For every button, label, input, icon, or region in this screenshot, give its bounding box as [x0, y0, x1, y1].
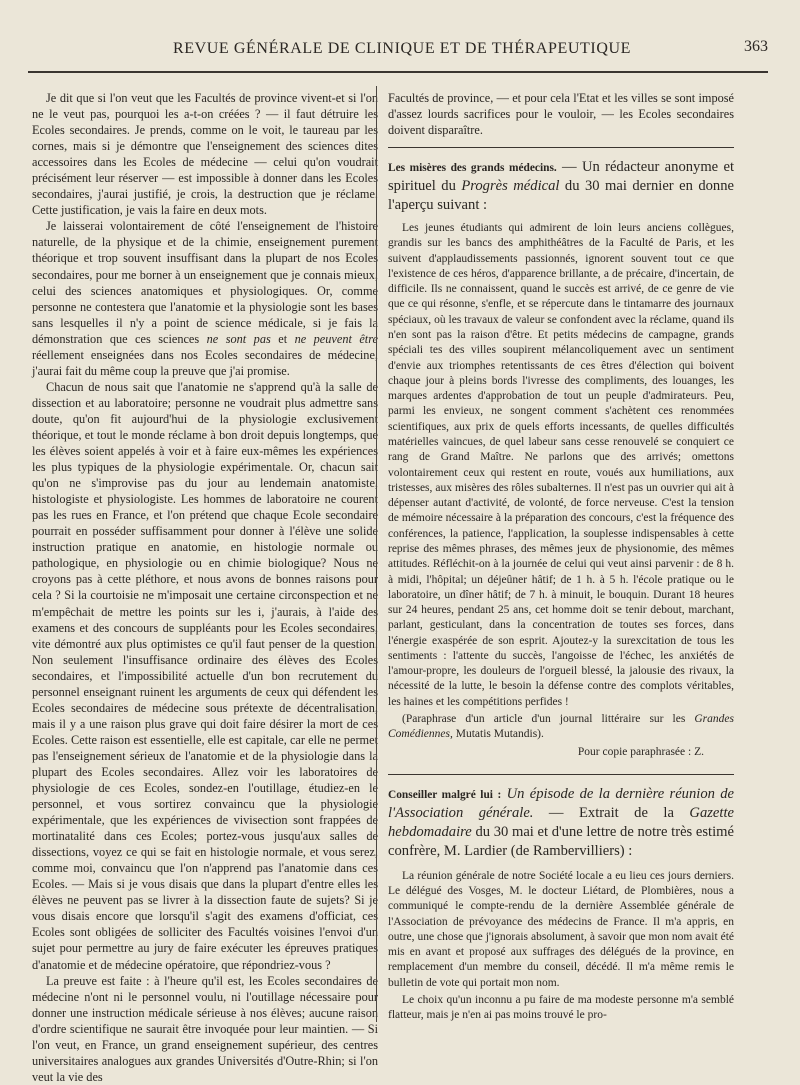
section-intro: du 30 mai et d'une lettre de notre très estimé confrère, M. Lardier (de Rambervilliers) :	[388, 823, 734, 859]
article-title: Un épisode de la dernière réunion de l'Association générale.	[388, 785, 734, 821]
section-divider	[388, 774, 734, 775]
article-grands-medecins	[388, 158, 734, 760]
article-conseiller	[388, 785, 734, 1024]
paragraph-text: Je laisserai volontairement de côté l'enseignement de l'histoire naturelle, de la physique et de la chimie, enseignement purement théorique et trop souvent insuffisant dans la plupart de nos Ecoles secondaires, pour me borner à un enseignement que je connais mieux, celui des sciences anatomiques et physiologiques. Or, comme personne ne contestera que l'anatomie et la physiologie sont les bases sans lesquelles il n'y a point de science médicale, si je fais la démonstration que ces sciences	[32, 219, 378, 346]
paragraph: Je dit que si l'on veut que les Facultés de province vivent-et si l'on ne le veut pas, pourquoi les a-t-on créées ? — il faut détruire les Ecoles secondaires. Je prends, comme on le voit, le taureau par les cornes, mais si je démontre que l'enseignement des sciences dites accessoires dans les Ecoles de médecine — celui qu'on voudrait précisément leur réserver — est impossible à donner dans les Ecoles secondaires, j'aurai justifié, je crois, la destruction que je réclame. Cette justification, je vais la faire en deux mots.	[32, 91, 378, 218]
section-lead: Conseiller malgré lui :	[388, 788, 502, 801]
paraphrase-note	[388, 712, 734, 743]
continuation-paragraph: Facultés de province, — et pour cela l'Etat et les villes se sont imposé d'assez lourds sacrifices pour le vouloir, — les Ecoles secondaires doivent disparaître.	[388, 91, 734, 138]
emphasis: Grandes Comédiennes,	[388, 713, 734, 741]
letter-paragraph: Le choix qu'un inconnu a pu faire de ma modeste personne m'a semblé flatteur, mais je n'en ai pas moins trouvé le pro-	[388, 994, 734, 1022]
left-column	[32, 90, 379, 1084]
journal-name: Progrès médical	[461, 178, 560, 195]
section-lead: Les misères des grands médecins.	[388, 162, 557, 175]
paragraph: La preuve est faite : à l'heure qu'il est, les Ecoles secondaires de médecine n'ont ni le personnel voulu, ni l'outillage nécessaire pour donner une instruction médicale sérieuse à nos élèves; aucune raison d'ordre scientifique ne saurait être invoquée pour leur maintien. — Si l'on veut, en France, un grand enseignement supérieur, des centres universitaires analogues aux grandes Universités d'Outre-Rhin; si l'on veut la vie des	[32, 973, 378, 1084]
section-heading	[388, 158, 734, 215]
section-intro: — Un rédacteur anonyme et spirituel du	[388, 159, 734, 195]
letter-paragraph: La réunion générale de notre Société locale a eu lieu ces jours derniers. Le délégué des Vosges, M. le docteur Liétard, de Plombières, nous a communiqué le compte-rendu de la dernière Assemblée générale de l'Association de prévoyance des médecins de France. Il m'a appris, en outre, une chose que j'ignorais absolument, à savoir que mon nom avait été mis en avant et proposé aux suffrages des délégués de la province, en remplacement d'un membre du conseil, décédé. Il m'a même remis le bulletin de vote qui portait mon nom.	[388, 869, 734, 989]
paragraph-text: et	[278, 331, 288, 346]
section-intro: — Extrait de la	[548, 804, 674, 821]
section-divider	[388, 147, 734, 148]
section-heading	[388, 785, 734, 861]
quoted-text: Les jeunes étudiants qui admirent de loin leurs anciens collègues, grandis sur les bancs des amphithéâtres de la Faculté de Paris, et les suivent d'applaudissements passionnés, ignorent souvent tout ce que l'existence de ces héros, d'apparence brillante, a de précaire, d'incertain, de difficile. Ils ne connaissent, quand le succès est arrivé, de ce genre de vie que ce qui résonne, s'enfle, et se répercute dans le tintamarre des journaux spéciaux, où les travaux de valeur se confondent avec la réclame, quand ils n'en sont pas la raison d'être. Et petits médecins de campagne, grands spéciali tes des villes soupirent mélancoliquement avec un sentiment d'envie aux triomphes retentissants de ces êtres d'élection qui boivent chaque jour à pleins bords l'ivresse des compliments, des louanges, les marques ardentes d'approbation de tout un peuple d'admirateurs. Peu, parmi les envieux, ne songent comment s'achètent ces renommées scientifiques, aux prix de quels efforts incessants, de quelles difficultés matérielles vaincues, de quel labeur sans cesse renouvelé se conquiert ce rang de Grand Maître. Ne parlons que des arrivés; omettons volontairement ceux qui restent en route, voués aux humiliations, aux tristesses, aux misères des rôles subalternes. Il n'est pas un ouvrier qui ait à dépenser autant d'activité, de volonté, de force nerveuse. C'est la tension de mémoire nécessaire à la préparation des concours, c'est la fréquence des conférences, la patience, l'application, la souplesse indispensables à cette reprise des mêmes phrases, des mêmes jeux de physionomie, des mêmes attitudes. Réfléchit-on à la journée de celui qui veut ainsi parvenir : de 8 h. à midi, l'hôpital; un déjeûner hâtif; de 1 h. à 5 h. l'école pratique ou le laboratoire, un dîner hâtif; de 7 h. à minuit, le bouquin. Durant 18 heures sur 24 heures, pendant 25 ans, cet homme doit se tenir debout, marchant, parlant, gesticulant, dans la concentration de toutes ses forces, dans l'énergie exaspérée de son esprit. Ajoutez-y la surexcitation de tous les sentiments : l'attente du succès, l'angoisse de l'échec, les anxiétés de l'amour-propre, les douleurs de l'orgueil blessé, la jalousie des rivaux, la nécessité de la lutte, le besoin la défense contre des complots véritables, les haines et les compétitions perfides !	[388, 222, 734, 708]
note-text: Mutatis Mutandis).	[455, 728, 544, 741]
header-rule	[28, 71, 768, 73]
paragraph: Chacun de nous sait que l'anatomie ne s'apprend qu'à la salle de dissection et au laboratoire; personne ne voudrait plus admettre sans doute, qu'on fit aujourd'hui de la physiologie exclusivement théorique, et tout le monde réclame à bon droit depuis longtemps, que les élèves soient appelés à voir et à faire eux-mêmes les expériences les plus typiques de la physiologie expérimentale. Or, chacun sait qu'on ne s'improvise pas du jour au lendemain anatomiste, histologiste et physiologiste. Les hommes de laboratoire ne courent pas les rues en France, et l'on prétend que chaque Ecole secondaire pourrait en posséder suffisamment pour donner à l'élève une solide instruction pratique en anatomie, en histologie normale ou pathologique, en physiologie ou en chimie biologique? Nous ne croyons pas à cette pléthore, et nous avons de bonnes raisons pour cela ? Si la courtoisie ne m'imposait une certaine circonspection et ne m'empêchait de mettre les points sur les i, j'aurais, à l'aide des examens et des concours de suppléants pour les Ecoles secondaires, vite démontré aux plus optimistes ce qu'il faut penser de la question. Non seulement l'insuffisance ordinaire des élèves des Ecoles secondaires, et l'impossibilité actuelle d'un bon recrutement du personnel enseignant ruinent les arguments de ceux qui défendent les Ecoles secondaires de médecine sous prétexte de décentralisation, mais il y a une raison plus grave qui doit faire désirer la mort de ces Ecoles. Cette raison est essentielle, elle est capitale, car elle ne permet pas l'enseignement sérieux de l'anatomie et de la physiologie dans la plupart des Ecoles secondaires. Allez voir les laboratoires de physiologie de ces Ecoles, sondez-en l'outillage, étudiez-en le personnel, et vous sortirez convaincu que la physiologie expérimentale, que les expériences de vivisection sont frappées de mortinatalité dans ces Ecoles; portez-vous jusqu'aux salles de dissections, voyez ce qui se fait en histologie normale, et vous serez, comme moi, convaincu que l'on n'apprend pas l'anatomie dans ces Ecoles. — Mais si je vous disais que dans la plupart d'entre elles les élèves ne peuvent pas se livrer à la dissection faute de sujets? Si je vous disais encore que lorsqu'il s'agit des examens d'officiat, ces Ecoles sont obligées de solliciter des Facultés voisines l'envoi d'un sujet pour permettre au jury de faire exécuter les épreuves pratiques d'anatomie et de médecine opératoire, que répondriez-vous ?	[32, 379, 378, 972]
paragraph	[32, 218, 378, 378]
page-header	[28, 38, 776, 60]
running-title: REVUE GÉNÉRALE DE CLINIQUE ET DE THÉRAPEUTIQUE	[172, 40, 632, 57]
paragraph-text: réellement enseignées dans nos Ecoles secondaires de médecine, j'aurai fait du même coup la preuve que j'ai promise.	[32, 347, 378, 378]
emphasis: ne peuvent être	[294, 331, 379, 346]
journal-name: Gazette hebdomadaire	[388, 804, 734, 840]
emphasis: ne sont pas	[206, 331, 271, 346]
right-column	[388, 90, 734, 1020]
note-text: (Paraphrase d'un article d'un journal littéraire sur les	[402, 713, 686, 726]
page-number: 363	[744, 38, 768, 55]
column-divider	[376, 86, 377, 1022]
section-intro: du 30 mai dernier en donne l'aperçu suivant :	[388, 178, 734, 214]
signature: Pour copie paraphrasée : Z.	[577, 745, 704, 758]
